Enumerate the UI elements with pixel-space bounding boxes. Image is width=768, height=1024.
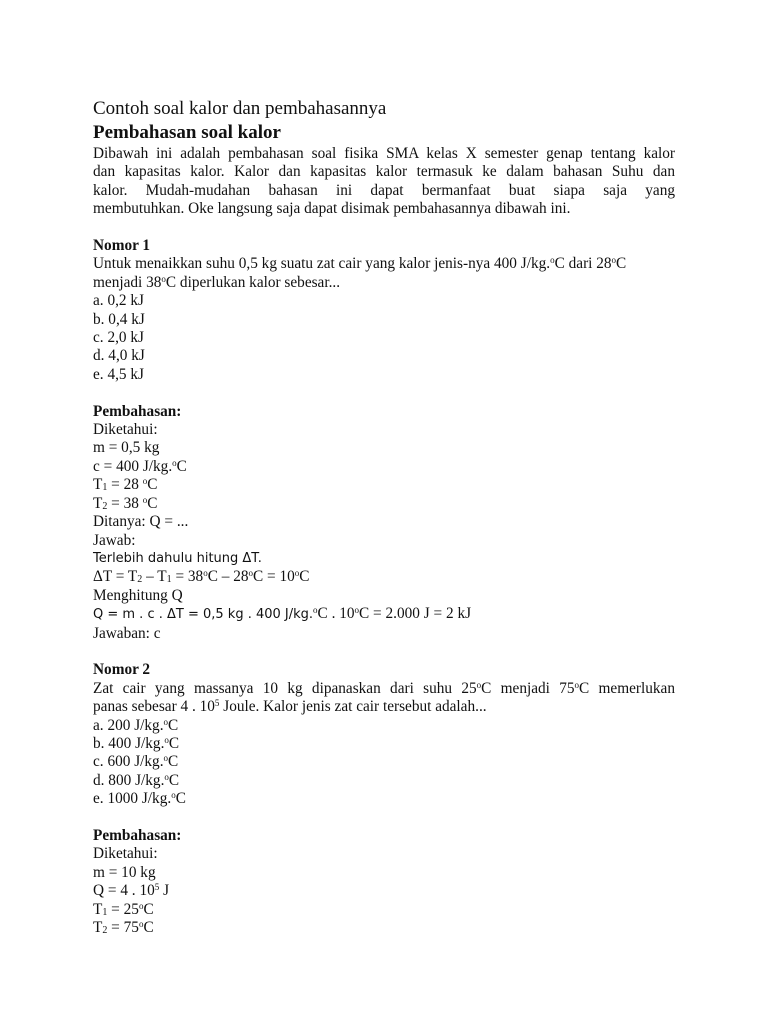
answer-option: e. 4,5 kJ xyxy=(93,365,144,383)
answer-label: Jawab: xyxy=(93,531,136,549)
question-2 xyxy=(93,661,675,937)
page-title: Contoh soal kalor dan pembahasannya xyxy=(93,98,387,119)
known-value: c = 400 J/kg.$^o$C xyxy=(93,457,187,475)
known-label: Diketahui: xyxy=(93,421,158,439)
answer-option: a. 0,2 kJ xyxy=(93,292,144,310)
intro-paragraph xyxy=(93,145,675,219)
known-value: $T_1 = 28$ $^o$C xyxy=(93,476,158,494)
solution-step: $\Delta T = T_2 - T_1 = 38^oC - 28^oC = 10^oC$ xyxy=(93,568,310,586)
document-page xyxy=(93,97,675,937)
question-text-line: Untuk menaikkan suhu 0,5 kg suatu zat cair yang kalor jenis-nya 400 J/kg.$^o$C dari 28$^o$C xyxy=(93,255,627,273)
known-value: m = 0,5 kg xyxy=(93,439,160,457)
solution-step: Menghitung Q xyxy=(93,586,183,604)
answer-option: d. 800 J/kg.$^o$C xyxy=(93,771,180,789)
answer-option: c. 2,0 kJ xyxy=(93,329,144,347)
intro-line: dan kapasitas kalor. Kalor dan kapasitas kalor termasuk ke dalam bahasan Suhu dan xyxy=(93,163,675,181)
known-value: Q = 4 . $10^5$ J xyxy=(93,882,170,900)
answer-option: a. 200 J/kg.$^o$C xyxy=(93,716,179,734)
known-value: $T_1 = 25^oC$ xyxy=(93,900,154,918)
question-text-line: panas sebesar 4 . $10^5$ Joule. Kalor jenis zat cair tersebut adalah... xyxy=(93,698,487,716)
intro-line: kalor. Mudah-mudahan bahasan ini dapat bermanfaat buat siapa saja yang xyxy=(93,181,675,199)
solution-step: Q = m . c . ΔT = 0,5 kg . 400 J/kg.$^o$C . $10^oC = 2.000$ J = 2 kJ xyxy=(93,605,472,623)
question-heading: Nomor 1 xyxy=(93,237,151,255)
question-1 xyxy=(93,237,675,643)
known-value: $T_2 = 38$ $^o$C xyxy=(93,494,158,512)
solution-step: Terlebih dahulu hitung ΔT. xyxy=(93,550,262,566)
section-heading: Pembahasan soal kalor xyxy=(93,122,281,143)
solution-heading: Pembahasan: xyxy=(93,826,182,844)
answer-option: b. 400 J/kg.$^o$C xyxy=(93,734,180,752)
known-label: Diketahui: xyxy=(93,845,158,863)
known-value: m = 10 kg xyxy=(93,863,156,881)
known-value: $T_2 = 75^oC$ xyxy=(93,919,154,936)
answer-option: c. 600 J/kg.$^o$C xyxy=(93,753,179,771)
question-text-line: Zat cair yang massanya 10 kg dipanaskan dari suhu 25$^o$C menjadi 75$^o$C memerlukan xyxy=(93,679,675,697)
final-answer: Jawaban: c xyxy=(93,624,161,642)
solution-heading: Pembahasan: xyxy=(93,402,182,420)
answer-option: d. 4,0 kJ xyxy=(93,347,145,365)
intro-line: membutuhkan. Oke langsung saja dapat disimak pembahasannya dibawah ini. xyxy=(93,200,571,218)
intro-line: Dibawah ini adalah pembahasan soal fisika SMA kelas X semester genap tentang kalor xyxy=(93,145,675,162)
answer-option: e. 1000 J/kg.$^o$C xyxy=(93,790,186,808)
asked-value: Ditanya: Q = ... xyxy=(93,513,189,531)
answer-option: b. 0,4 kJ xyxy=(93,310,145,328)
question-text-line: menjadi 38$^o$C diperlukan kalor sebesar... xyxy=(93,273,341,291)
question-heading: Nomor 2 xyxy=(93,661,151,679)
